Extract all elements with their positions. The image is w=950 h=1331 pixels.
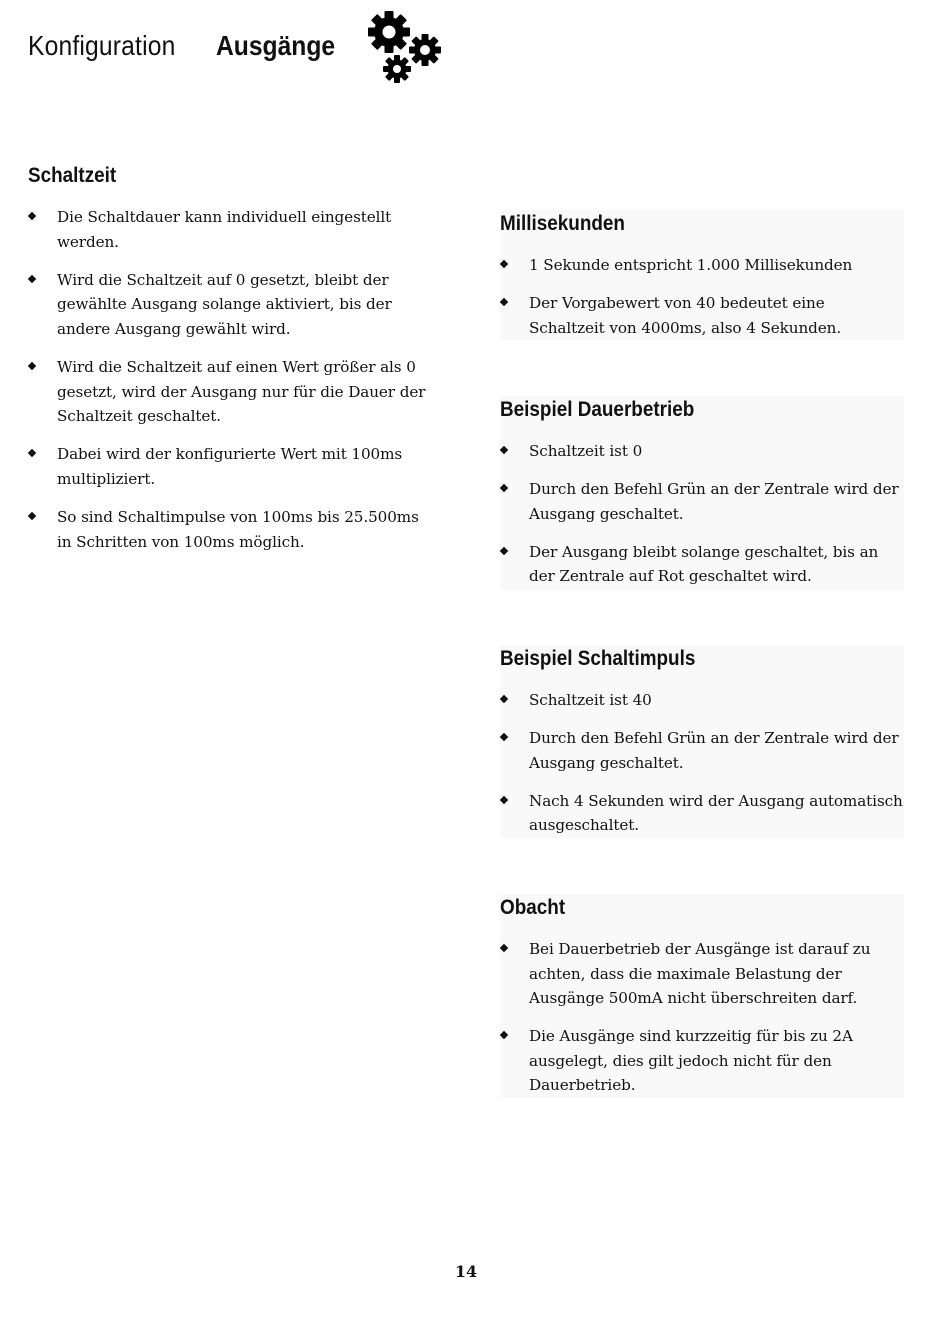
bullet-diamond-icon — [500, 484, 508, 492]
list-item: Die Ausgänge sind kurzzeitig für bis zu 2A ausgelegt, dies gilt jedoch nicht für den Dauerbetrieb. — [500, 1024, 904, 1098]
bullet-diamond-icon — [500, 547, 508, 555]
schaltzeit-section — [28, 164, 428, 568]
page-title: Ausgänge — [216, 30, 336, 61]
bullet-diamond-icon — [28, 212, 36, 220]
millisekunden-box — [500, 210, 904, 340]
list-item: Der Vorgabewert von 40 bedeutet eine Schaltzeit von 4000ms, also 4 Sekunden. — [500, 291, 904, 340]
section-title-dauerbetrieb: Beispiel Dauerbetrieb — [500, 398, 695, 421]
list-item: Bei Dauerbetrieb der Ausgänge ist darauf zu achten, dass die maximale Belastung der Ausgänge 500mA nicht überschreiten darf. — [500, 937, 904, 1011]
dauerbetrieb-box — [500, 396, 904, 590]
bullet-diamond-icon — [28, 362, 36, 370]
list-item: Wird die Schaltzeit auf 0 gesetzt, bleibt der gewählte Ausgang solange aktiviert, bis der andere Ausgang gewählt wird. — [28, 268, 428, 342]
header-category: Konfiguration — [28, 30, 176, 61]
list-item: Schaltzeit ist 40 — [500, 688, 904, 713]
dauerbetrieb-list — [500, 439, 904, 589]
section-title-obacht: Obacht — [500, 896, 566, 919]
millisekunden-list — [500, 253, 904, 340]
page-number: 14 — [454, 1262, 478, 1281]
list-item: Durch den Befehl Grün an der Zentrale wird der Ausgang geschaltet. — [500, 477, 904, 526]
bullet-diamond-icon — [500, 796, 508, 804]
gears-icon — [362, 6, 446, 86]
list-item: Dabei wird der konfigurierte Wert mit 100ms multipliziert. — [28, 442, 428, 491]
bullet-diamond-icon — [500, 298, 508, 306]
bullet-diamond-icon — [28, 512, 36, 520]
section-title-millisekunden: Millisekunden — [500, 212, 625, 235]
schaltimpuls-box — [500, 645, 904, 838]
schaltzeit-list — [28, 205, 428, 554]
bullet-diamond-icon — [500, 695, 508, 703]
bullet-diamond-icon — [28, 449, 36, 457]
list-item: Die Schaltdauer kann individuell eingestellt werden. — [28, 205, 428, 254]
bullet-diamond-icon — [500, 944, 508, 952]
bullet-diamond-icon — [500, 733, 508, 741]
bullet-diamond-icon — [500, 260, 508, 268]
obacht-box — [500, 894, 904, 1098]
list-item: Durch den Befehl Grün an der Zentrale wird der Ausgang geschaltet. — [500, 726, 904, 775]
list-item: So sind Schaltimpulse von 100ms bis 25.500ms in Schritten von 100ms möglich. — [28, 505, 428, 554]
obacht-list — [500, 937, 904, 1098]
bullet-diamond-icon — [500, 1031, 508, 1039]
list-item: 1 Sekunde entspricht 1.000 Millisekunden — [500, 253, 904, 278]
bullet-diamond-icon — [500, 446, 508, 454]
list-item: Nach 4 Sekunden wird der Ausgang automatisch ausgeschaltet. — [500, 789, 904, 838]
list-item: Wird die Schaltzeit auf einen Wert größer als 0 gesetzt, wird der Ausgang nur für die Dauer der Schaltzeit geschaltet. — [28, 355, 428, 429]
bullet-diamond-icon — [28, 274, 36, 282]
page-header — [0, 0, 950, 100]
list-item: Der Ausgang bleibt solange geschaltet, bis an der Zentrale auf Rot geschaltet wird. — [500, 540, 904, 589]
section-title-schaltimpuls: Beispiel Schaltimpuls — [500, 647, 696, 670]
section-title-schaltzeit: Schaltzeit — [28, 164, 117, 187]
list-item: Schaltzeit ist 0 — [500, 439, 904, 464]
schaltimpuls-list — [500, 688, 904, 838]
